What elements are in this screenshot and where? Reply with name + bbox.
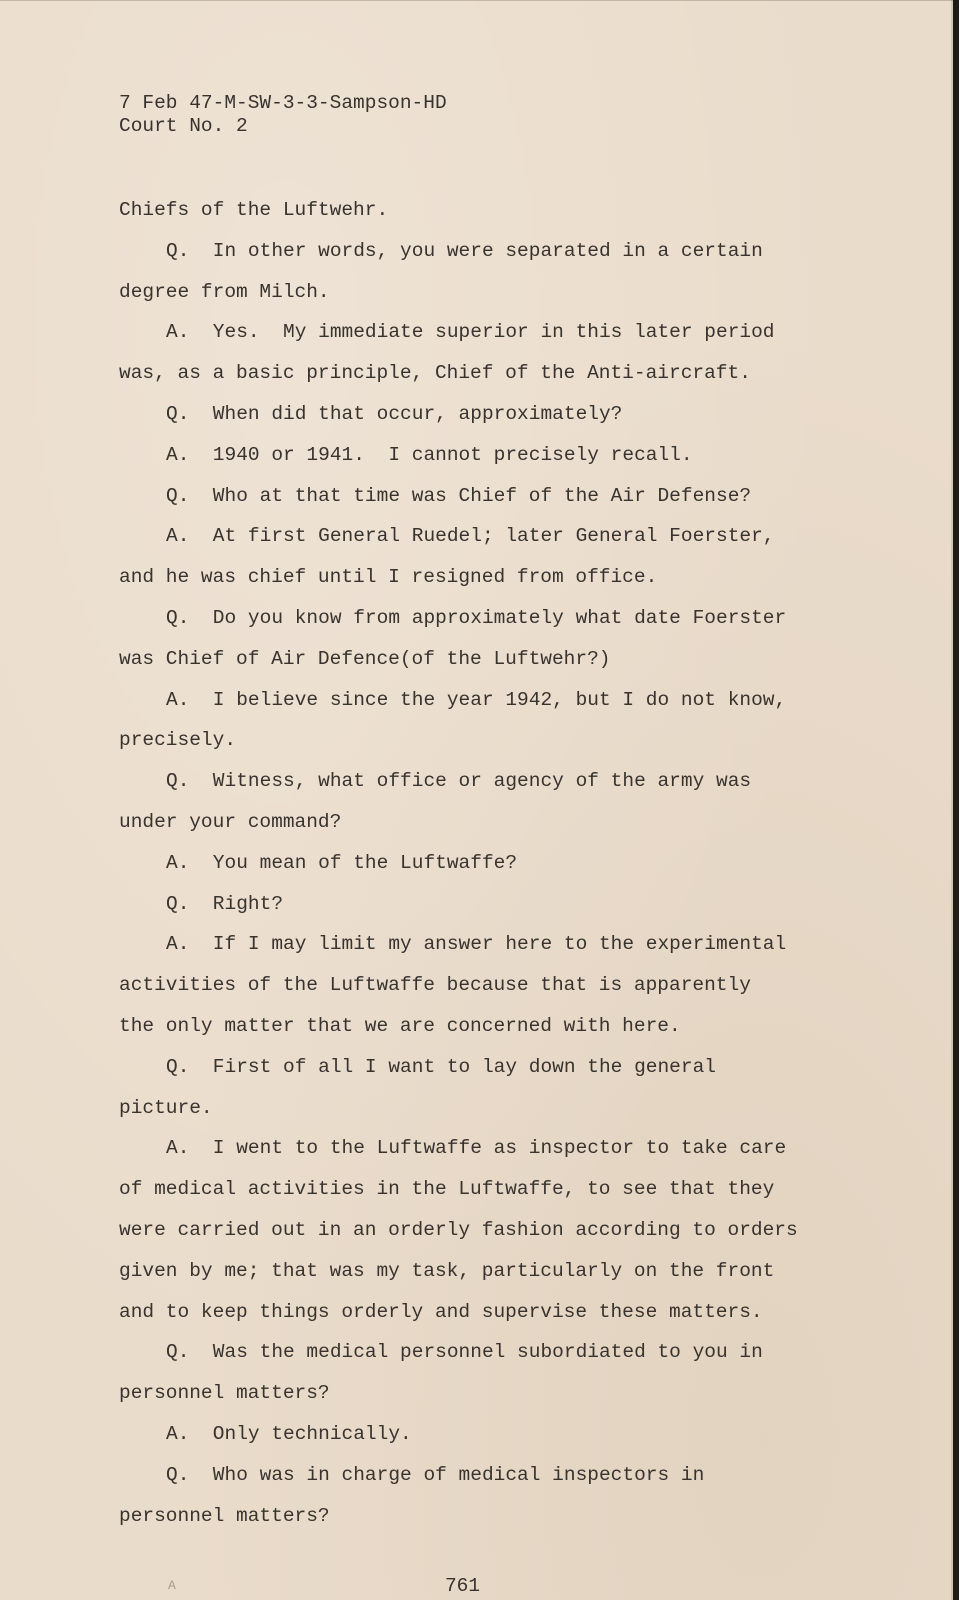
transcript-line: A. Yes. My immediate superior in this later period <box>166 321 775 344</box>
transcript-line: Q. Witness, what office or agency of the army was <box>166 770 752 793</box>
transcript-line: A. 1940 or 1941. I cannot precisely recall. <box>166 443 693 466</box>
transcript-line: Chiefs of the Luftwehr. <box>119 199 389 221</box>
transcript-body <box>119 190 829 1536</box>
transcript-line: personnel matters? <box>119 1504 330 1527</box>
transcript-line: and to keep things orderly and supervise these matters. <box>119 1300 763 1323</box>
transcript-line: A. You mean of the Luftwaffe? <box>166 851 518 874</box>
transcript-line: under your command? <box>119 810 342 833</box>
document-header <box>119 92 447 138</box>
transcript-line: A. I went to the Luftwaffe as inspector to take care <box>166 1137 787 1160</box>
transcript-line: and he was chief until I resigned from office. <box>119 566 658 589</box>
transcript-line: picture. <box>119 1096 213 1119</box>
transcript-line: personnel matters? <box>119 1382 330 1405</box>
faint-footer-mark: A <box>168 1578 176 1593</box>
transcript-line: Q. Who at that time was Chief of the Air Defense? <box>166 484 752 507</box>
transcript-line: Q. Do you know from approximately what date Foerster <box>166 606 787 629</box>
transcript-line: activities of the Luftwaffe because that is apparently <box>119 974 751 997</box>
page-number: 761 <box>444 1575 481 1597</box>
transcript-line: Q. Was the medical personnel subordiated to you in <box>166 1341 763 1364</box>
transcript-line: of medical activities in the Luftwaffe, to see that they <box>119 1178 775 1201</box>
transcript-line: Q. Right? <box>166 892 284 915</box>
header-court-line: Court No. 2 <box>119 115 248 137</box>
transcript-line: A. If I may limit my answer here to the experimental <box>166 933 787 956</box>
header-reference-line: 7 Feb 47-M-SW-3-3-Sampson-HD <box>119 92 447 114</box>
transcript-line: Q. When did that occur, approximately? <box>166 402 623 425</box>
transcript-line: precisely. <box>119 729 237 752</box>
transcript-line: given by me; that was my task, particularly on the front <box>119 1259 775 1282</box>
transcript-line: were carried out in an orderly fashion according to orders <box>119 1218 798 1241</box>
transcript-line: A. At first General Ruedel; later General Foerster, <box>166 525 775 548</box>
transcript-line: Q. First of all I want to lay down the general <box>166 1055 716 1078</box>
page-top-edge <box>0 0 953 1</box>
transcript-line: Q. Who was in charge of medical inspectors in <box>166 1463 705 1486</box>
transcript-line: was Chief of Air Defence(of the Luftwehr?) <box>119 647 611 670</box>
page-footer <box>0 1574 953 1598</box>
transcript-line: was, as a basic principle, Chief of the Anti-aircraft. <box>119 362 751 385</box>
transcript-line: A. I believe since the year 1942, but I do not know, <box>166 688 787 711</box>
transcript-line: Q. In other words, you were separated in a certain <box>166 239 763 262</box>
transcript-line: degree from Milch. <box>119 280 330 303</box>
transcript-line: the only matter that we are concerned with here. <box>119 1014 681 1037</box>
transcript-line: A. Only technically. <box>166 1422 412 1445</box>
